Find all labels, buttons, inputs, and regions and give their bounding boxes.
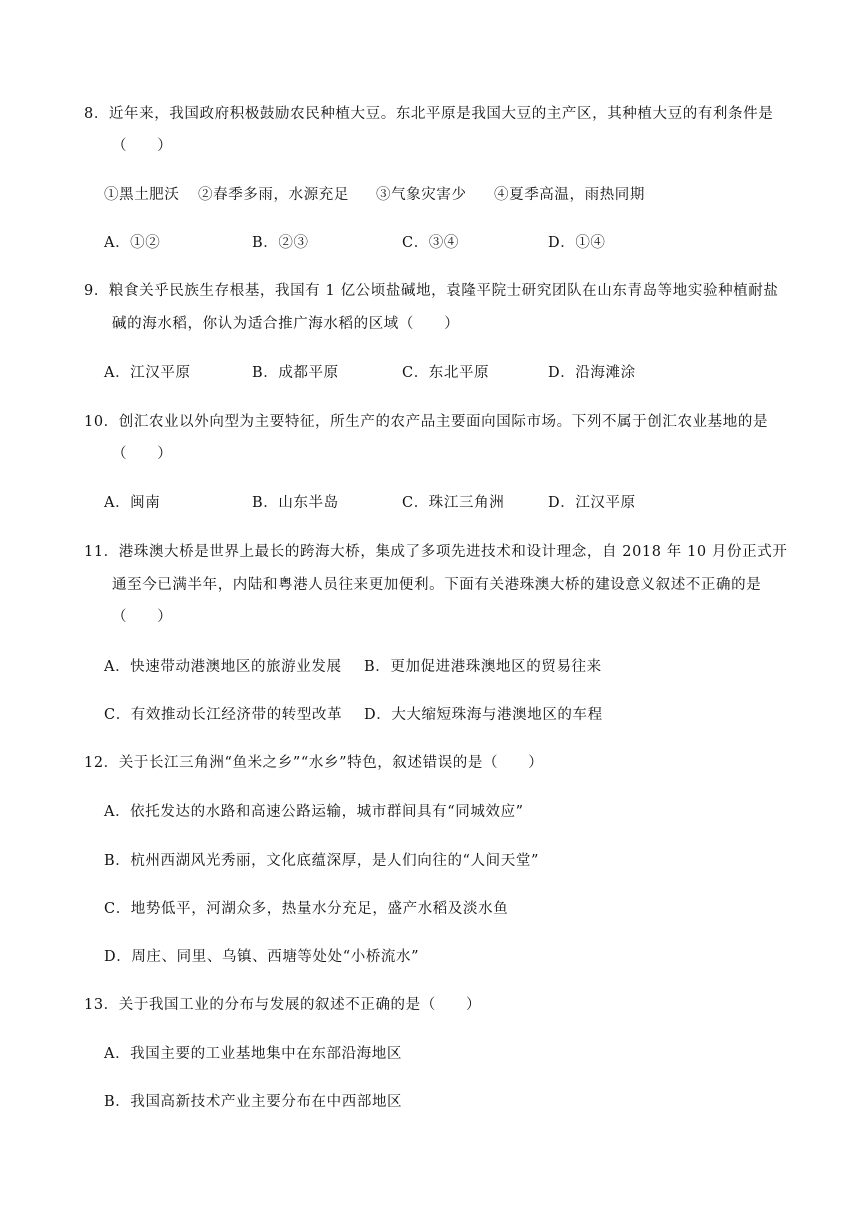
q13-option-b: B．我国高新技术产业主要分布在中西部地区: [104, 1094, 403, 1110]
q8-statement-4: ④夏季高温，雨热同期: [494, 187, 645, 203]
q11-option-a: A．快速带动港澳地区的旅游业发展: [104, 659, 342, 675]
q13-stem-line-1: 13．关于我国工业的分布与发展的叙述不正确的是（ ）: [84, 997, 482, 1013]
q12-option-d: D．周庄、同里、乌镇、西塘等处处“小桥流水”: [104, 949, 420, 965]
q10-stem-line-1: 10．创汇农业以外向型为主要特征，所生产的农产品主要面向国际市场。下列不属于创汇农业基地的是: [84, 414, 769, 430]
q11-stem-line-1: 11．港珠澳大桥是世界上最长的跨海大桥，集成了多项先进技术和设计理念，自 2018 年 10 月份正式开: [84, 544, 788, 560]
q10-option-c: C．珠江三角洲: [402, 495, 505, 511]
q8-statement-3: ③气象灾害少: [376, 187, 467, 203]
q10-option-a: A．闽南: [104, 495, 161, 511]
q11-stem-line-2: 通至今已满半年，内陆和粤港人员往来更加便利。下面有关港珠澳大桥的建设意义叙述不正确的是: [112, 577, 762, 593]
q12-option-a: A．依托发达的水路和高速公路运输，城市群间具有“同城效应”: [104, 804, 524, 820]
q12-option-c: C．地势低平，河湖众多，热量水分充足，盛产水稻及淡水鱼: [104, 901, 509, 917]
q9-stem-line-1: 9．粮食关乎民族生存根基，我国有 1 亿公顷盐碱地，袁隆平院士研究团队在山东青岛等地实验种植耐盐: [84, 283, 779, 299]
q12-stem-line-1: 12．关于长江三角洲“鱼米之乡”“水乡”特色，叙述错误的是（ ）: [84, 755, 544, 771]
q8-option-b: B．②③: [252, 235, 309, 251]
q9-option-d: D．沿海滩涂: [548, 365, 636, 381]
q10-option-d: D．江汉平原: [548, 495, 636, 511]
q8-option-c: C．③④: [402, 235, 459, 251]
q9-option-b: B．成都平原: [252, 365, 339, 381]
q11-option-c: C．有效推动长江经济带的转型改革: [104, 707, 343, 723]
q8-statement-1: ①黑土肥沃: [104, 187, 180, 203]
q10-stem-line-2: （ ）: [112, 446, 173, 462]
q8-statement-2: ②春季多雨，水源充足: [198, 187, 349, 203]
q9-stem-line-2: 碱的海水稻，你认为适合推广海水稻的区域（ ）: [112, 316, 460, 332]
q10-option-b: B．山东半岛: [252, 495, 339, 511]
q8-option-a: A．①②: [104, 235, 161, 251]
q8-stem-line-2: （ ）: [112, 138, 173, 154]
q11-stem-line-3: （ ）: [112, 609, 173, 625]
q12-option-b: B．杭州西湖风光秀丽，文化底蕴深厚，是人们向往的“人间天堂”: [104, 853, 539, 869]
q13-option-a: A．我国主要的工业基地集中在东部沿海地区: [104, 1046, 402, 1062]
q11-option-b: B．更加促进港珠澳地区的贸易往来: [364, 659, 602, 675]
q8-option-d: D．①④: [548, 235, 606, 251]
q11-option-d: D．大大缩短珠海与港澳地区的车程: [364, 707, 603, 723]
q9-option-c: C．东北平原: [402, 365, 490, 381]
q9-option-a: A．江汉平原: [104, 365, 191, 381]
q8-stem-line-1: 8．近年来，我国政府积极鼓励农民种植大豆。东北平原是我国大豆的主产区，其种植大豆的有利条件是: [84, 106, 774, 122]
